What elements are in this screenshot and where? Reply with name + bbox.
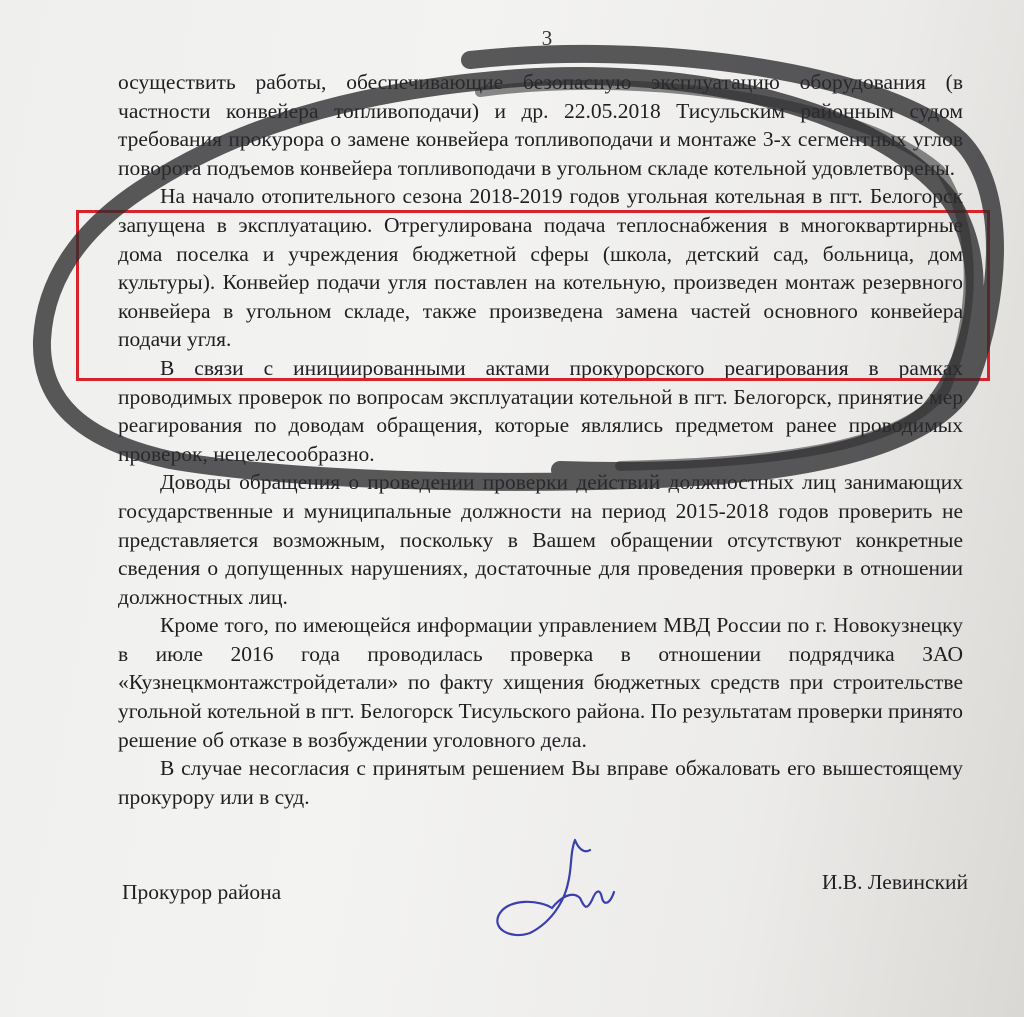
paragraph-heating-season: На начало отопительного сезона 2018-2019 годов угольная котельная в пгт. Белогорск запущена в эксплуатацию. Отрегулирована подача теплоснабжения в многоквартирные дома поселка и учреждения бюджетной сферы (школа, детский сад, больница, дом культуры). Конвейер подачи угля поставлен на котельную, произведен монтаж резервного конвейера в угольном складе, также произведена замена частей основного конвейера подачи угля.	[118, 184, 963, 352]
page-number: 3	[541, 26, 553, 50]
paragraph-officials-check: Доводы обращения о проведении проверки действий должностных лиц занимающих государственные и муниципальные должности на период 2015-2018 годов проверить не представляется возможным, поскольку в Вашем обращении отсутствуют конкретные сведения о допущенных нарушениях, достаточные для проведения проверки в отношении должностных лиц.	[118, 470, 963, 609]
paragraph-appeal-right: В случае несогласия с принятым решением Вы вправе обжаловать его вышестоящему прокурору или в суд.	[118, 756, 963, 809]
handwritten-signature	[480, 828, 640, 948]
prosecutor-title: Прокурор района	[122, 880, 282, 904]
letter-body	[118, 68, 963, 811]
paragraph-continuation: осуществить работы, обеспечивающие безопасную эксплуатацию оборудования (в частности конвейера топливоподачи) и др. 22.05.2018 Тисульским районным судом требования прокурора о замене конвейера топливоподачи и монтаже 3-х сегментных углов поворота подъемов конвейера топливоподачи в угольном складе котельной удовлетворены.	[118, 70, 963, 180]
red-highlight-box	[76, 210, 990, 381]
prosecutor-name: И.В. Левинский	[821, 870, 968, 894]
paragraph-prosecutorial-acts: В связи с инициированными актами прокурорского реагирования в рамках проводимых проверок по вопросам эксплуатации котельной в пгт. Белогорск, принятие мер реагирования по доводам обращения, которые являлись предметом ранее проводимых проверок, нецелесообразно.	[118, 355, 963, 466]
paragraph-mvd-check: Кроме того, по имеющейся информации управлением МВД России по г. Новокузнецку в июле 2016 года проводилась проверка в отношении подрядчика ЗАО «Кузнецкмонтажстройдетали» по факту хищения бюджетных средств при строительстве угольной котельной в пгт. Белогорск Тисульского района. По результатам проверки принято решение об отказе в возбуждении уголовного дела.	[118, 613, 963, 752]
